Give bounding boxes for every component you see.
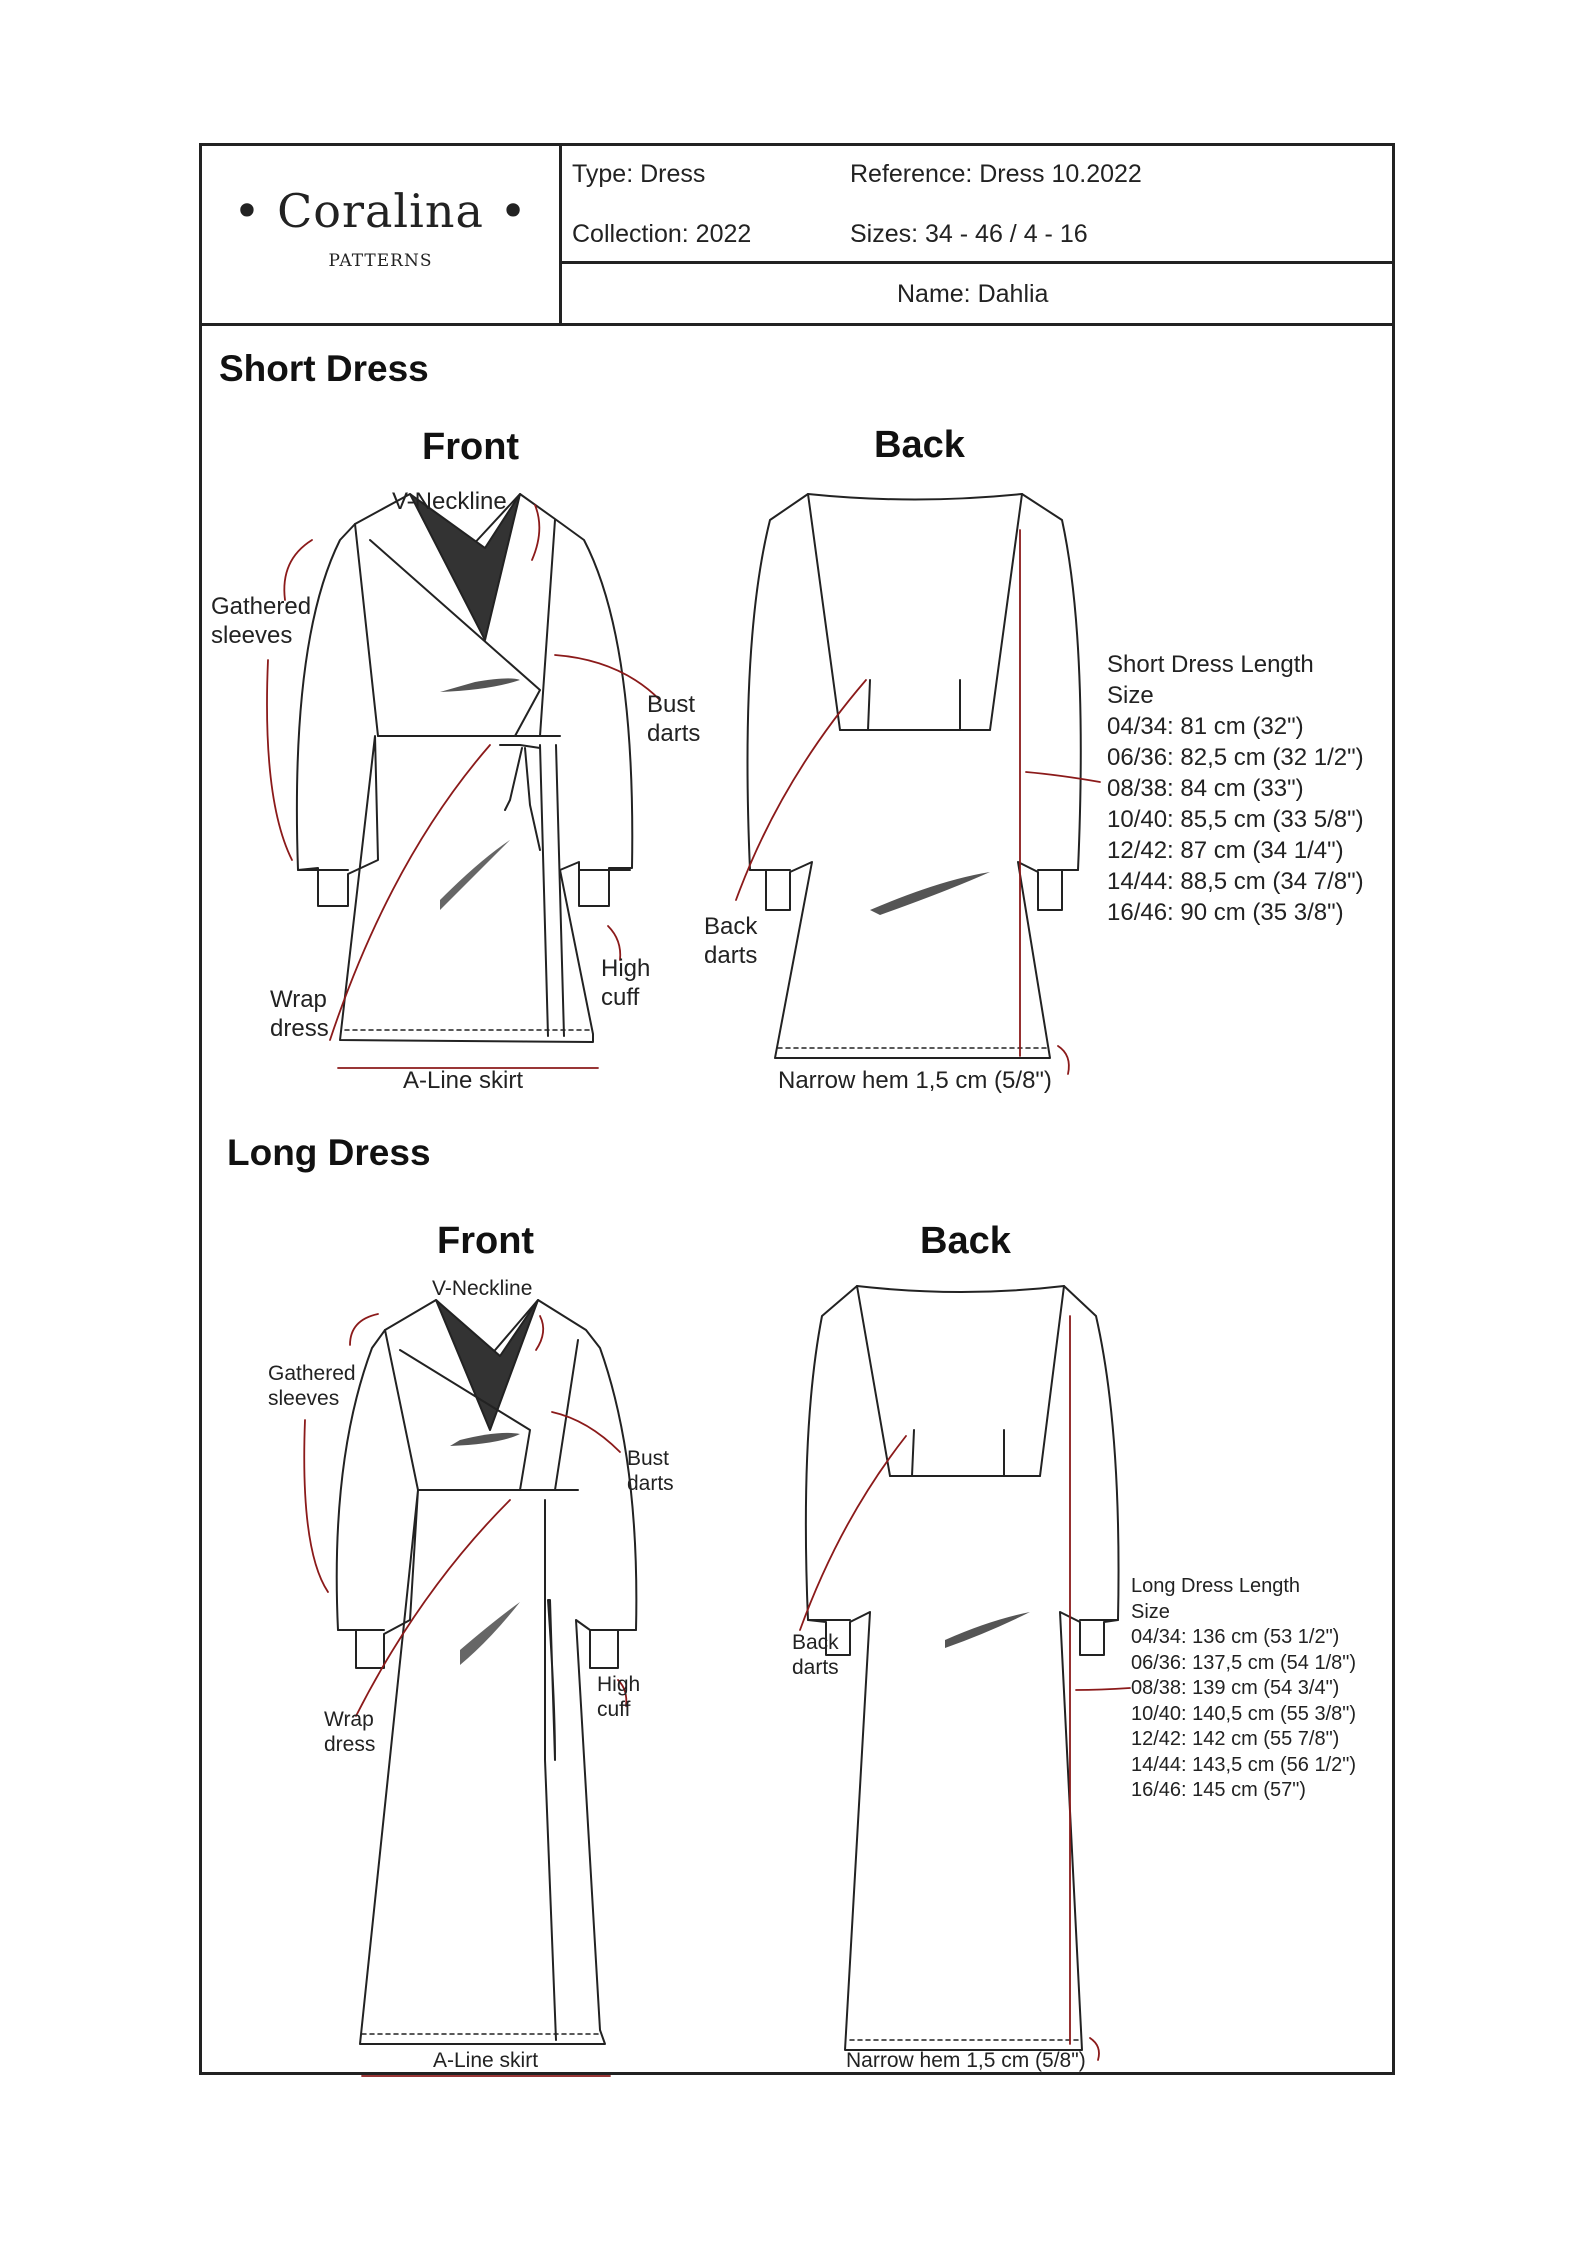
header-info <box>562 146 1392 323</box>
long-skirt-label: A-Line skirt <box>433 2049 539 2072</box>
long-cuff-label-2: cuff <box>597 1698 631 1721</box>
long-length-title: Long Dress Length <box>1131 1575 1301 1597</box>
long-length-row: 04/34: 136 cm (53 1/2") <box>1131 1626 1340 1648</box>
short-cuff-label-2: cuff <box>601 984 640 1011</box>
short-length-row: 14/44: 88,5 cm (34 7/8") <box>1107 868 1364 895</box>
short-dress-title: Short Dress <box>219 348 429 389</box>
short-cuff-label-1: High <box>601 955 651 982</box>
short-gathered-label-1: Gathered <box>211 593 312 620</box>
brand-subtitle: PATTERNS <box>328 251 433 271</box>
short-wrap-label-2: dress <box>270 1015 329 1042</box>
long-length-row: 12/42: 142 cm (55 7/8") <box>1131 1728 1340 1750</box>
long-length-table <box>1131 1574 1356 1804</box>
short-length-row: 08/38: 84 cm (33") <box>1107 775 1304 802</box>
long-dress-title: Long Dress <box>227 1132 431 1173</box>
name-field: Name: Dahlia <box>897 280 1049 308</box>
long-length-row: 08/38: 139 cm (54 3/4") <box>1131 1677 1340 1699</box>
long-length-row: 16/46: 145 cm (57") <box>1131 1779 1306 1801</box>
short-length-row: 16/46: 90 cm (35 3/8") <box>1107 899 1344 926</box>
sizes-field: Sizes: 34 - 46 / 4 - 16 <box>850 220 1088 248</box>
short-back-darts-label-2: darts <box>704 942 758 969</box>
long-back-darts-label-1: Back <box>792 1631 839 1654</box>
short-gathered-label-2: sleeves <box>211 622 293 649</box>
long-neckline-label: V-Neckline <box>432 1277 533 1300</box>
long-hem-label: Narrow hem 1,5 cm (5/8") <box>846 2049 1086 2072</box>
short-length-row: 04/34: 81 cm (32") <box>1107 713 1304 740</box>
long-wrap-label-1: Wrap <box>324 1708 374 1731</box>
short-back-title: Back <box>874 424 965 466</box>
short-bust-label-2: darts <box>647 720 701 747</box>
short-length-row: 12/42: 87 cm (34 1/4") <box>1107 837 1344 864</box>
long-gathered-label-2: sleeves <box>268 1387 340 1410</box>
short-length-row: 06/36: 82,5 cm (32 1/2") <box>1107 744 1364 771</box>
brand-name: • Coralina • <box>233 184 528 238</box>
short-size-label: Size <box>1107 682 1154 709</box>
short-length-table <box>1107 649 1364 928</box>
collection-field: Collection: 2022 <box>572 220 752 248</box>
reference-field: Reference: Dress 10.2022 <box>850 160 1142 188</box>
long-size-label: Size <box>1131 1600 1170 1623</box>
short-skirt-label: A-Line skirt <box>403 1067 524 1094</box>
short-length-row: 10/40: 85,5 cm (33 5/8") <box>1107 806 1364 833</box>
header <box>202 146 1392 326</box>
brand-logo <box>202 146 562 323</box>
short-back-darts-label-1: Back <box>704 913 758 940</box>
long-cuff-label-1: High <box>597 1673 641 1696</box>
long-back-title: Back <box>920 1220 1011 1262</box>
short-bust-label-1: Bust <box>647 691 696 718</box>
header-info-row <box>562 146 1392 264</box>
short-length-title: Short Dress Length <box>1107 651 1314 678</box>
short-hem-label: Narrow hem 1,5 cm (5/8") <box>778 1067 1052 1094</box>
short-wrap-label-1: Wrap <box>270 986 327 1013</box>
long-bust-label-2: darts <box>627 1472 674 1495</box>
long-length-row: 14/44: 143,5 cm (56 1/2") <box>1131 1753 1357 1776</box>
long-length-row: 06/36: 137,5 cm (54 1/8") <box>1131 1651 1357 1674</box>
short-front-title: Front <box>422 426 520 468</box>
long-length-row: 10/40: 140,5 cm (55 3/8") <box>1131 1702 1357 1725</box>
long-wrap-label-2: dress <box>324 1733 376 1756</box>
long-back-darts-label-2: darts <box>792 1656 839 1679</box>
long-bust-label-1: Bust <box>627 1447 670 1470</box>
long-gathered-label-1: Gathered <box>268 1362 356 1385</box>
type-field: Type: Dress <box>572 160 706 188</box>
short-neckline-label: V-Neckline <box>392 488 507 515</box>
long-front-title: Front <box>437 1220 535 1262</box>
